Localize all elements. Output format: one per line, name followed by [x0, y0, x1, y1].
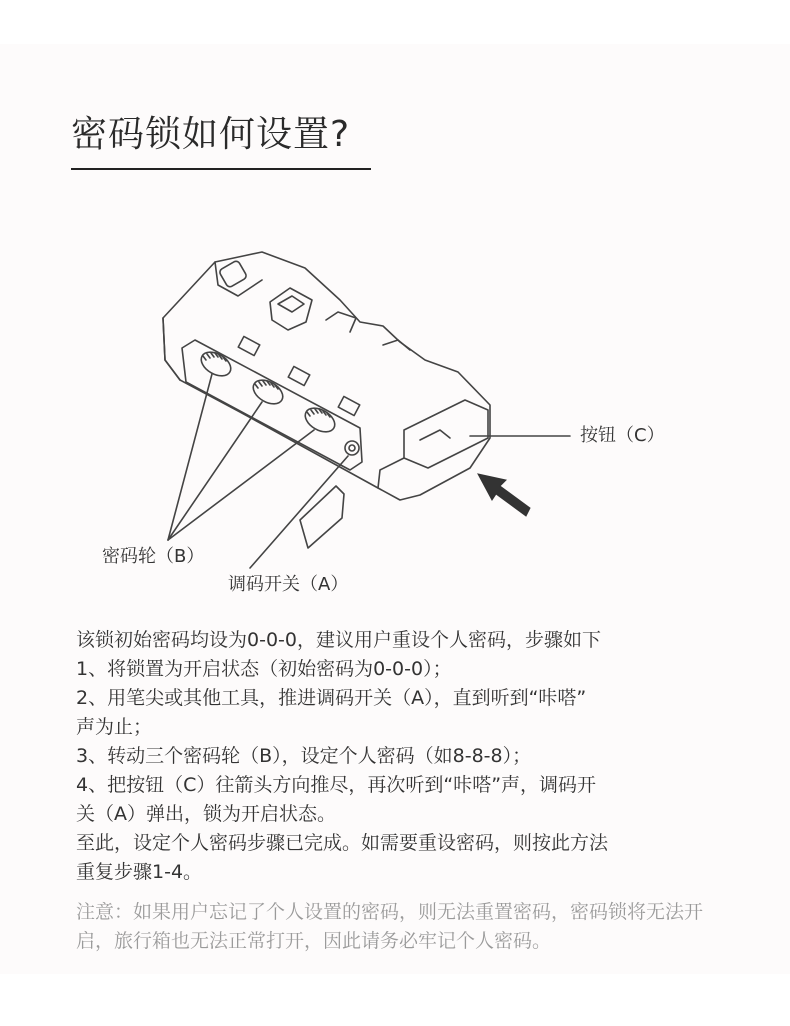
- push-arrow: [478, 474, 530, 516]
- note-text: 注意：如果用户忘记了个人设置的密码，则无法重置密码，密码锁将无法开启，旅行箱也无法正常打开，因此请务必牢记个人密码。: [76, 901, 704, 952]
- note: [76, 898, 716, 962]
- instruction-line: 3、转动三个密码轮（B），设定个人密码（如8-8-8）；: [76, 745, 532, 767]
- instruction-line: 4、把按钮（C）往箭头方向推尽，再次听到“咔嗒”声，调码开: [76, 774, 597, 796]
- title-underline: [71, 168, 371, 170]
- instructions: [76, 626, 716, 887]
- diamond-knob: [270, 288, 312, 330]
- reset-switch: [345, 441, 359, 455]
- code-wheel-1: [197, 347, 235, 380]
- label-button-c: 按钮（C）: [580, 425, 665, 446]
- label-code-wheel-b: 密码轮（B）: [102, 546, 205, 567]
- instruction-line: 重复步骤1-4。: [76, 861, 203, 883]
- label-reset-switch-a: 调码开关（A）: [228, 574, 349, 595]
- code-wheel-2: [249, 375, 287, 408]
- instruction-line: 该锁初始密码均设为0-0-0，建议用户重设个人密码，步骤如下: [76, 629, 601, 651]
- code-wheel-3: [301, 403, 339, 436]
- instruction-line: 至此，设定个人密码步骤已完成。如需要重设密码，则按此方法: [76, 832, 609, 854]
- instruction-line: 1、将锁置为开启状态（初始密码为0-0-0）；: [76, 658, 452, 680]
- page-title: 密码锁如何设置?: [71, 114, 351, 155]
- instruction-line: 关（A）弹出，锁为开启状态。: [76, 803, 336, 825]
- wheel-window: [182, 340, 362, 470]
- instruction-line: 2、用笔尖或其他工具，推进调码开关（A），直到听到“咔嗒”: [76, 687, 587, 709]
- instruction-line: 声为止；: [76, 716, 153, 738]
- tool-tip: [300, 486, 344, 548]
